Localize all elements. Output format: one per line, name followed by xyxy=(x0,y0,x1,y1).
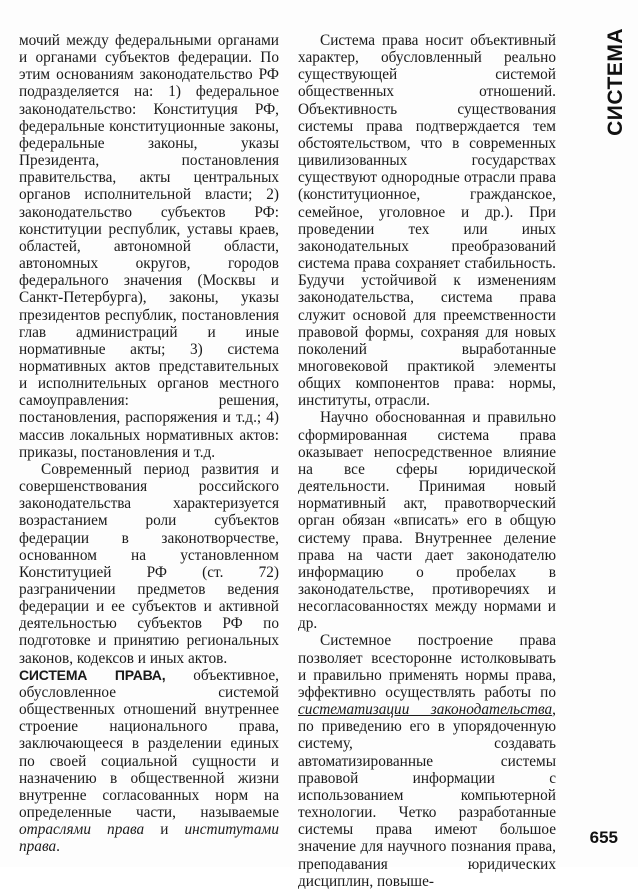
paragraph-federal-legislation: мочий между федеральными органами и органами субъектов федерации. По этим основаниям законодательство РФ подразделяется на: 1) федеральное законодательство: Конституция РФ, федеральные конституционные законы, федеральные законы, указы Президента, постановления правительства, акты центральных органов исполнительной власти; 2) законодательство субъектов РФ: конституции республик, уставы краев, областей, автономной области, автономных округов, городов федерального значения (Москвы и Санкт-Петербурга), законы, указы президентов республик, постановления глав администраций и иные нормативные акты; 3) система нормативных актов представительных и исполнительных органов местного самоуправления: решения, постановления, распоряжения и т.д.; 4) массив локальных нормативных актов: приказы, постановления и т.д. xyxy=(19,32,279,461)
entry-text-before: объективное, обусловленное системой общественных отношений внутреннее строение национального права, заключающееся в разделении единых по своей социальной сущности и назначению в общественной жизни внутренне согласованных норм на определенные части, называемые xyxy=(19,666,279,822)
paragraph-modern-period: Современный период развития и совершенствования российского законодательства характеризуется возрастанием роли субъектов федерации в законотворчестве, основанном на установленном Конституцией РФ (ст. 72) разграничении предметов ведения федерации и ее субъектов и активной деятельностью субъектов РФ по подготовке и принятию региональных законов, кодексов и иных актов. xyxy=(19,460,279,667)
paragraph-scientific-system: Научно обоснованная и правильно сформированная система права оказывает непосредственное влияние на все сферы юридической деятельности. Принимая новый нормативный акт, правотворческий орган обязан «вписать» его в общую систему права. Внутреннее деление права на части дает законодателю информацию о пробелах в законодательстве, противоречиях и несогласованностях между нормами и др. xyxy=(298,409,556,633)
entry-system-of-law xyxy=(19,667,279,856)
left-column xyxy=(19,32,279,856)
systemic-text-before: Системное построение права позволяет всесторонне истолковывать и правильно применять нормы права, эффективно осуществлять работы по xyxy=(298,632,556,701)
entry-text-mid: и xyxy=(144,821,185,839)
systemic-text-after: , по приведению его в упорядоченную систему, создавать автоматизированные системы правовой информации с использованием компьютерной технологии. Четко разработанные системы права имеют большое значение для научного познания права, преподавания юридических дисциплин, повыше- xyxy=(298,701,556,890)
paragraph-systemic-construction xyxy=(298,632,556,889)
italic-branches-of-law: отраслями права xyxy=(19,821,145,839)
entry-term: СИСТЕМА ПРАВА, xyxy=(19,666,166,683)
page-number: 655 xyxy=(589,828,618,847)
running-head: СИСТЕМА xyxy=(604,28,627,136)
entry-text-end: . xyxy=(56,838,60,856)
italic-institutions-of-law: институтами права xyxy=(19,821,279,856)
right-column xyxy=(298,32,556,890)
italic-systematization: систематизации законодательства xyxy=(298,701,553,719)
paragraph-objective-character: Система права носит объективный характер, обусловленный реально существующей системой общественных отношений. Объективность существования системы права подтверждается тем обстоятельством, что в современных цивилизованных государствах существуют однородные отрасли права (конституционное, гражданское, семейное, уголовное и др.). При проведении тех или иных законодательных преобразований система права сохраняет стабильность. Будучи устойчивой к изменениям законодательства, система права служит основой для преемственности правовой формы, сохраняя для новых поколений выработанные многовековой практикой элементы общих компонентов права: нормы, институты, отрасли. xyxy=(298,32,556,410)
